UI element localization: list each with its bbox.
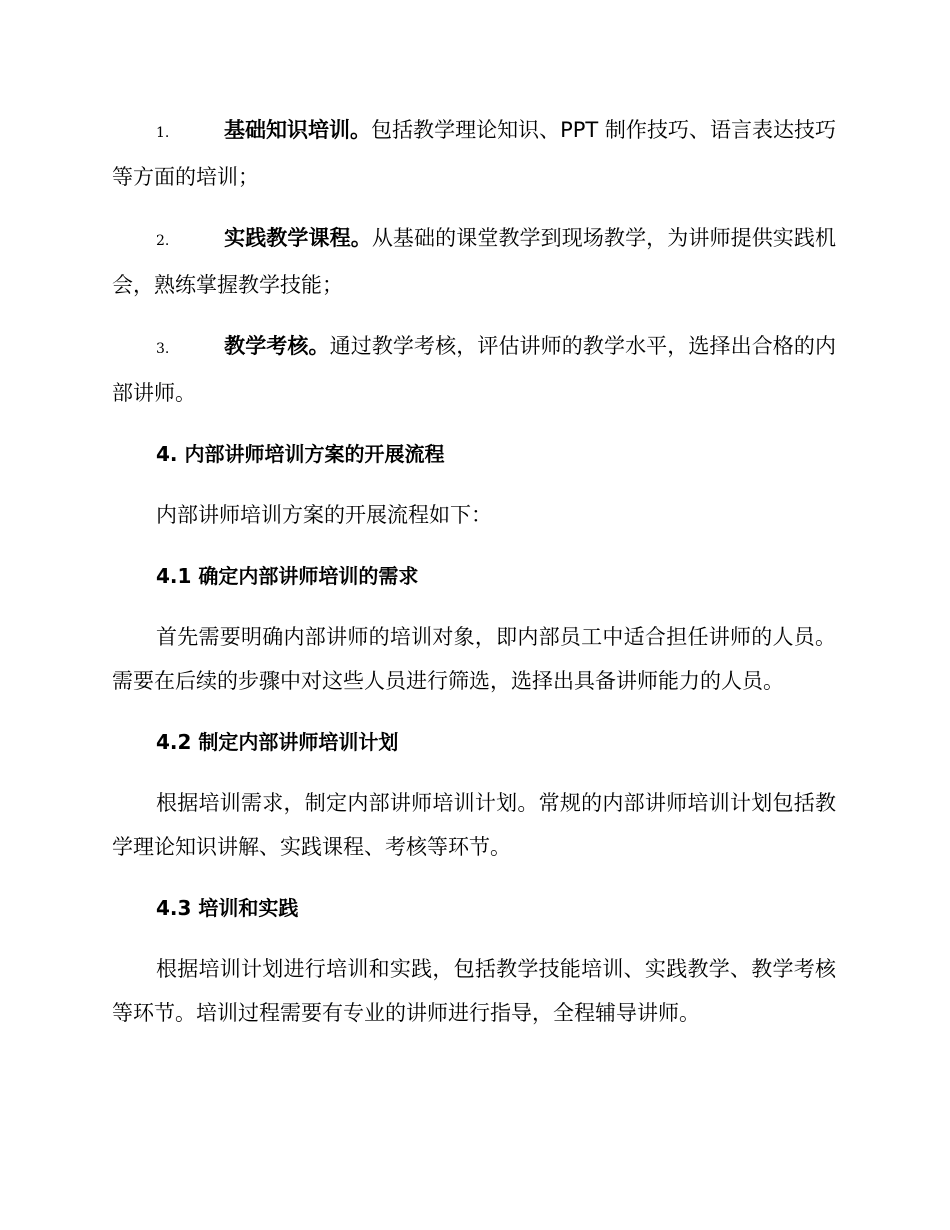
document-page <box>112 108 836 1052</box>
section-4-1-text: 首先需要明确内部讲师的培训对象，即内部员工中适合担任讲师的人员。需要在后续的步骤中对这些人员进行筛选，选择出具备讲师能力的人员。 <box>112 625 836 693</box>
list-number: 1. <box>156 125 170 141</box>
list-item-1 <box>112 108 836 199</box>
section-4-2-heading: 4.2 制定内部讲师培训计划 <box>156 730 399 754</box>
list-number: 2. <box>156 233 170 249</box>
list-item-3 <box>112 324 836 415</box>
section-4-3-heading: 4.3 培训和实践 <box>156 896 299 920</box>
section-4-1-heading: 4.1 确定内部讲师培训的需求 <box>156 564 419 588</box>
list-item-title: 实践教学课程。 <box>224 226 372 250</box>
section-4-3-text: 根据培训计划进行培训和实践，包括教学技能培训、实践教学、教学考核等环节。培训过程需要有专业的讲师进行指导，全程辅导讲师。 <box>112 957 836 1025</box>
list-item-text: 从基础的课堂教学到现场教学，为讲师提供实践机会，熟练掌握教学技能； <box>112 226 836 297</box>
section-4-intro: 内部讲师培训方案的开展流程如下： <box>156 503 492 527</box>
list-item-2 <box>112 216 836 307</box>
list-number: 3. <box>156 341 170 357</box>
section-4-heading: 4. 内部讲师培训方案的开展流程 <box>156 442 445 466</box>
list-item-title: 教学考核。 <box>224 334 330 358</box>
section-4-2-text: 根据培训需求，制定内部讲师培训计划。常规的内部讲师培训计划包括教学理论知识讲解、实践课程、考核等环节。 <box>112 791 836 859</box>
list-item-text: 通过教学考核，评估讲师的教学水平，选择出合格的内部讲师。 <box>112 334 837 405</box>
list-item-title: 基础知识培训。 <box>224 118 372 142</box>
list-item-text: 包括教学理论知识、PPT 制作技巧、语言表达技巧等方面的培训； <box>112 118 836 189</box>
